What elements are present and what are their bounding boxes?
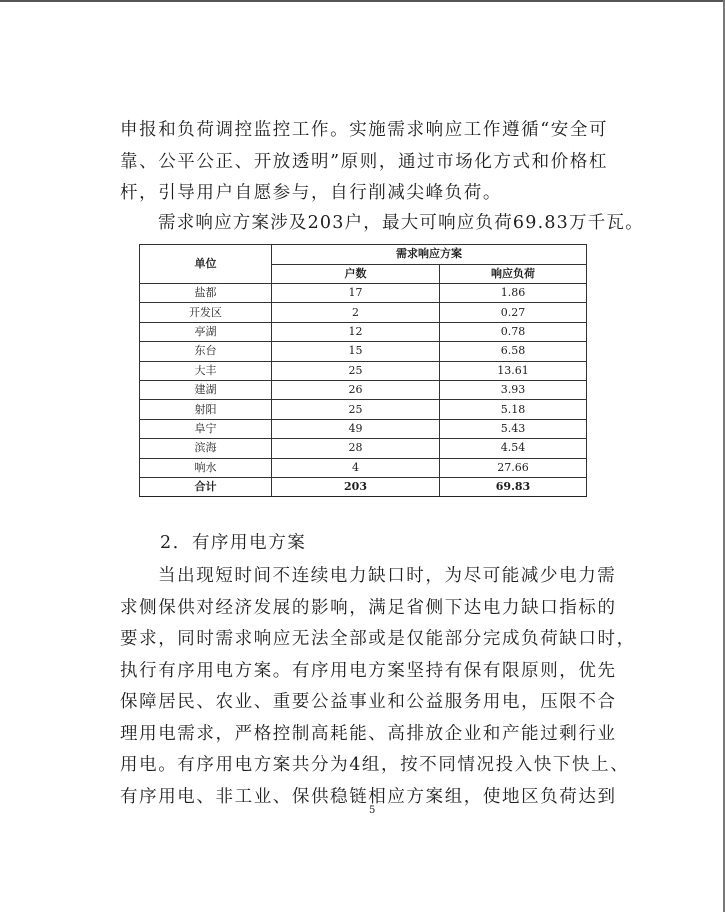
cell-load: 1.86 bbox=[440, 284, 587, 303]
cell-load: 4.54 bbox=[440, 439, 587, 458]
cell-households: 4 bbox=[272, 458, 440, 477]
table-header-row bbox=[140, 245, 587, 265]
cell-unit: 东台 bbox=[140, 342, 272, 361]
cell-unit: 大丰 bbox=[140, 361, 272, 380]
table-total-row bbox=[140, 477, 587, 496]
header-group: 需求响应方案 bbox=[272, 245, 587, 265]
cell-households: 17 bbox=[272, 284, 440, 303]
table-row bbox=[140, 380, 587, 399]
cell-households: 28 bbox=[272, 439, 440, 458]
intro-paragraph bbox=[120, 115, 640, 210]
page-top-border bbox=[0, 0, 725, 2]
cell-unit: 滨海 bbox=[140, 439, 272, 458]
table-row bbox=[140, 361, 587, 380]
header-households: 户数 bbox=[272, 264, 440, 284]
table-row bbox=[140, 419, 587, 438]
cell-load: 27.66 bbox=[440, 458, 587, 477]
text-line: 求侧保供对经济发展的影响，满足省侧下达电力缺口指标的 bbox=[120, 597, 617, 618]
cell-unit: 盐都 bbox=[140, 284, 272, 303]
page-number: 5 bbox=[369, 805, 376, 816]
cell-unit: 阜宁 bbox=[140, 419, 272, 438]
summary-line: 需求响应方案涉及203户，最大可响应负荷69.83万千瓦。 bbox=[158, 213, 644, 233]
cell-load: 3.93 bbox=[440, 380, 587, 399]
cell-unit: 亭湖 bbox=[140, 322, 272, 341]
cell-households: 25 bbox=[272, 361, 440, 380]
table-row bbox=[140, 342, 587, 361]
text-line: 有序用电、非工业、保供稳链相应方案组，使地区负荷达到 bbox=[120, 786, 617, 807]
cell-unit: 响水 bbox=[140, 458, 272, 477]
demand-response-table bbox=[139, 244, 587, 497]
cell-load: 0.27 bbox=[440, 303, 587, 322]
cell-households: 26 bbox=[272, 380, 440, 399]
cell-load: 5.18 bbox=[440, 400, 587, 419]
cell-unit: 开发区 bbox=[140, 303, 272, 322]
cell-load: 5.43 bbox=[440, 419, 587, 438]
section-heading: 2．有序用电方案 bbox=[160, 533, 307, 553]
total-households: 203 bbox=[272, 477, 440, 496]
total-label: 合计 bbox=[140, 477, 272, 496]
table-row bbox=[140, 458, 587, 477]
total-load: 69.83 bbox=[440, 477, 587, 496]
cell-load: 6.58 bbox=[440, 342, 587, 361]
text-line: 保障居民、农业、重要公益事业和公益服务用电，压限不合 bbox=[120, 692, 617, 712]
header-load: 响应负荷 bbox=[440, 264, 587, 284]
cell-households: 49 bbox=[272, 419, 440, 438]
cell-unit: 射阳 bbox=[140, 400, 272, 419]
text-line: 执行有序用电方案。有序用电方案坚持有保有限原则，优先 bbox=[120, 660, 617, 681]
body-paragraph bbox=[120, 561, 640, 813]
cell-households: 2 bbox=[272, 303, 440, 322]
header-unit: 单位 bbox=[140, 245, 272, 284]
table-row bbox=[140, 303, 587, 322]
cell-load: 0.78 bbox=[440, 322, 587, 341]
table-row bbox=[140, 284, 587, 303]
cell-households: 15 bbox=[272, 342, 440, 361]
text-line: 用电。有序用电方案共分为4组，按不同情况投入快下快上、 bbox=[120, 755, 630, 775]
table-row bbox=[140, 322, 587, 341]
table-row bbox=[140, 400, 587, 419]
text-line: 申报和负荷调控监控工作。实施需求响应工作遵循“安全可 bbox=[120, 120, 609, 140]
table-row bbox=[140, 439, 587, 458]
text-line: 理用电需求，严格控制高耗能、高排放企业和产能过剩行业 bbox=[120, 723, 617, 744]
text-line: 靠、公平公正、开放透明”原则，通过市场化方式和价格杠 bbox=[120, 151, 609, 172]
cell-load: 13.61 bbox=[440, 361, 587, 380]
cell-households: 25 bbox=[272, 400, 440, 419]
text-line: 要求，同时需求响应无法全部或是仅能部分完成负荷缺口时， bbox=[120, 629, 636, 649]
text-line: 杆，引导用户自愿参与，自行削减尖峰负荷。 bbox=[120, 183, 502, 203]
text-line: 当出现短时间不连续电力缺口时，为尽可能减少电力需 bbox=[158, 566, 617, 586]
cell-unit: 建湖 bbox=[140, 380, 272, 399]
cell-households: 12 bbox=[272, 322, 440, 341]
